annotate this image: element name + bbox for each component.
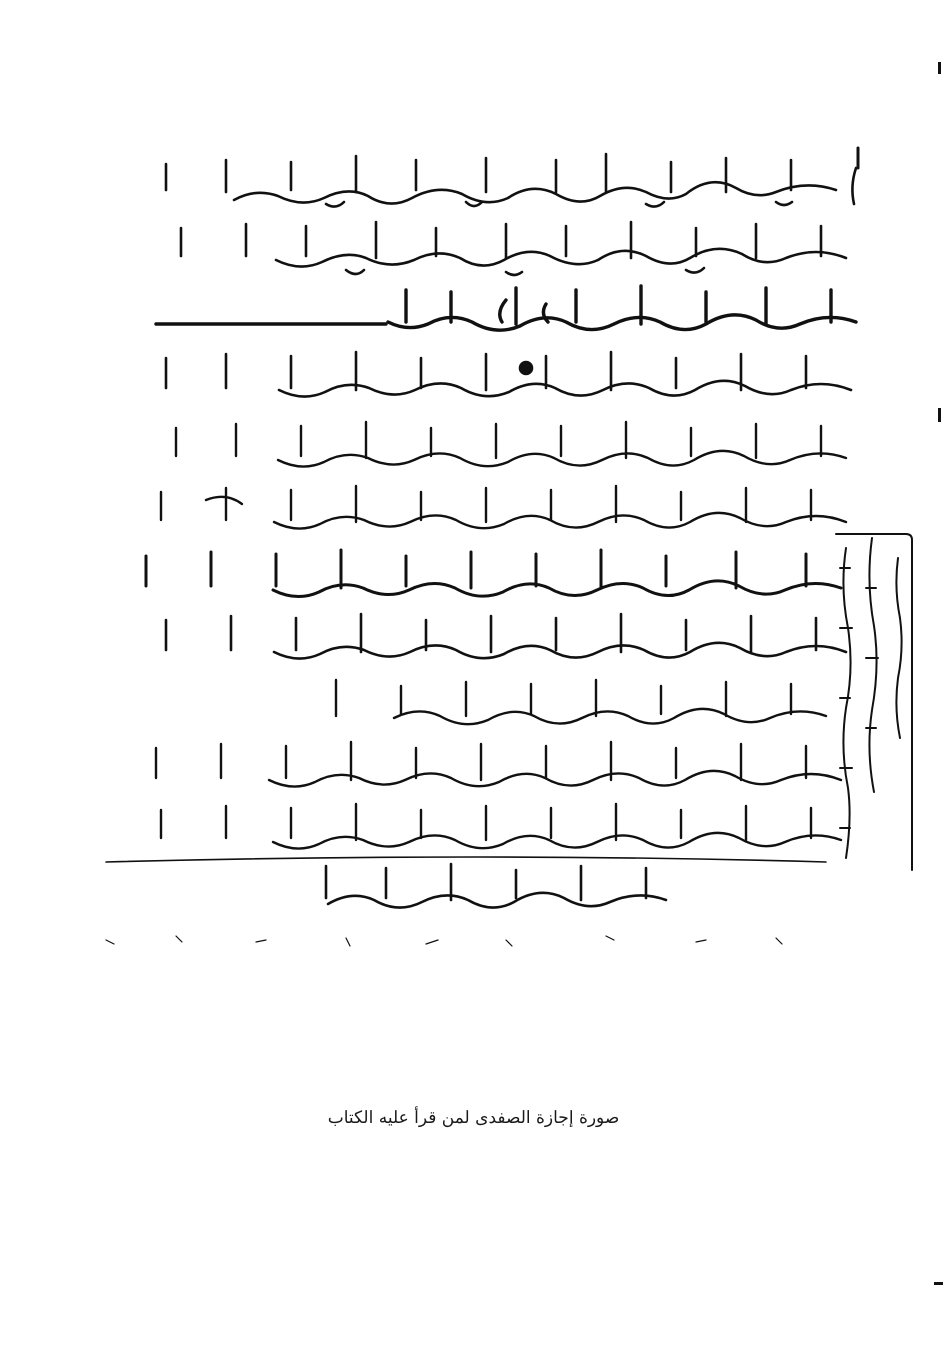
- figure-caption: صورة إجازة الصفدى لمن قرأ عليه الكتاب: [327, 1108, 620, 1128]
- manuscript-line: [176, 422, 846, 467]
- manuscript-rule: [106, 857, 826, 862]
- manuscript-specks: [106, 936, 782, 946]
- edge-mark: [938, 408, 941, 422]
- manuscript-line: [161, 486, 846, 529]
- manuscript-image: [86, 140, 866, 960]
- edge-mark: [934, 1282, 943, 1285]
- manuscript-line: [166, 352, 851, 397]
- manuscript-line: [336, 680, 826, 724]
- manuscript-line: [156, 742, 841, 787]
- manuscript-line: [326, 864, 666, 908]
- manuscript-svg: [86, 140, 866, 960]
- manuscript-line: [181, 222, 846, 275]
- margin-note-svg: [832, 528, 928, 896]
- manuscript-line: [146, 550, 841, 597]
- manuscript-line: [161, 804, 841, 849]
- margin-note-image: [832, 528, 928, 896]
- manuscript-line: [166, 154, 856, 207]
- manuscript-line: [156, 286, 856, 330]
- edge-mark: [938, 62, 941, 74]
- manuscript-line: [166, 614, 846, 659]
